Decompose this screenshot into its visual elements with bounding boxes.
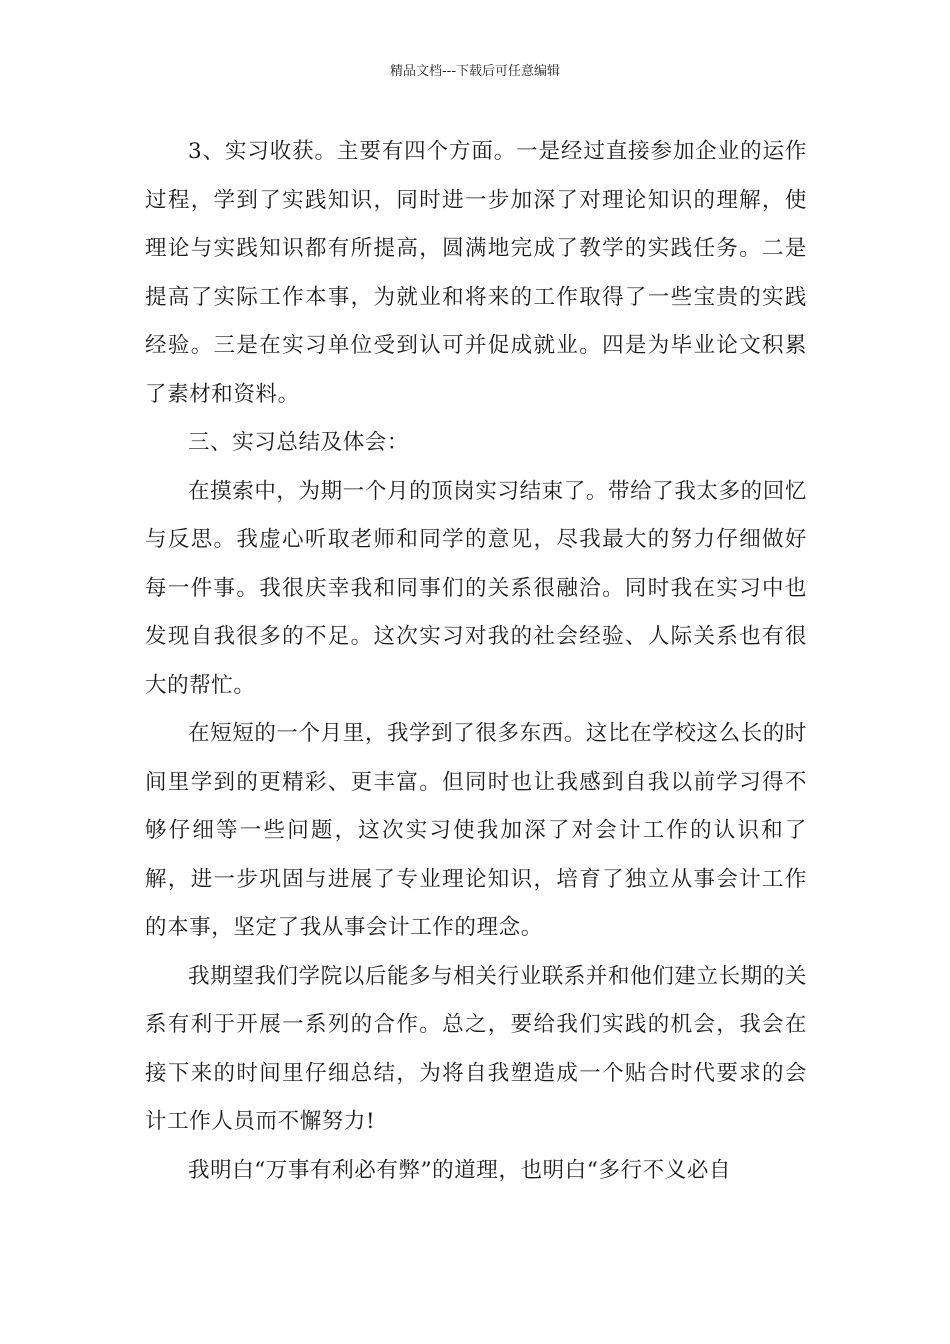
paragraph-closing: 我明白“万事有利必有弊”的道理，也明白“多行不义必自 [188, 1157, 732, 1183]
paragraph-reflection: 在摸索中，为期一个月的顶岗实习结束了。带给了我太多的回忆与反思。我虚心听取老师和同学的意见，尽我最大的努力仔细做好每一件事。我很庆幸我和同事们的关系很融洽。同时我在实习中也发现自我很多的不足。这次实习对我的社会经验、人际关系也有很大的帮忙。 [145, 478, 807, 698]
paragraph-internship-gains: 3、实习收获。主要有四个方面。一是经过直接参加企业的运作过程，学到了实践知识，同时进一步加深了对理论知识的理解，使理论与实践知识都有所提高，圆满地完成了教学的实践任务。二是提高了实际工作本事，为就业和将来的工作取得了一些宝贵的实践经验。三是在实习单位受到认可并促成就业。四是为毕业论文积累了素材和资料。 [145, 139, 807, 407]
document-body [145, 128, 807, 1195]
paragraph-learning: 在短短的一个月里，我学到了很多东西。这比在学校这么长的时间里学到的更精彩、更丰富。但同时也让我感到自我以前学习得不够仔细等一些问题，这次实习使我加深了对会计工作的认识和了解，进一步巩固与进展了专业理论知识，培育了独立从事会计工作的本事，坚定了我从事会计工作的理念。 [145, 721, 807, 940]
section-heading-summary: 三、实习总结及体会： [188, 430, 410, 455]
paragraph-expectation: 我期望我们学院以后能多与相关行业联系并和他们建立长期的关系有利于开展一系列的合作。总之，要给我们实践的机会，我会在接下来的时间里仔细总结，为将自我塑造成一个贴合时代要求的会计工作人员而不懈努力! [145, 963, 807, 1134]
page-header: 精品文档---下载后可任意编辑 [389, 64, 561, 79]
